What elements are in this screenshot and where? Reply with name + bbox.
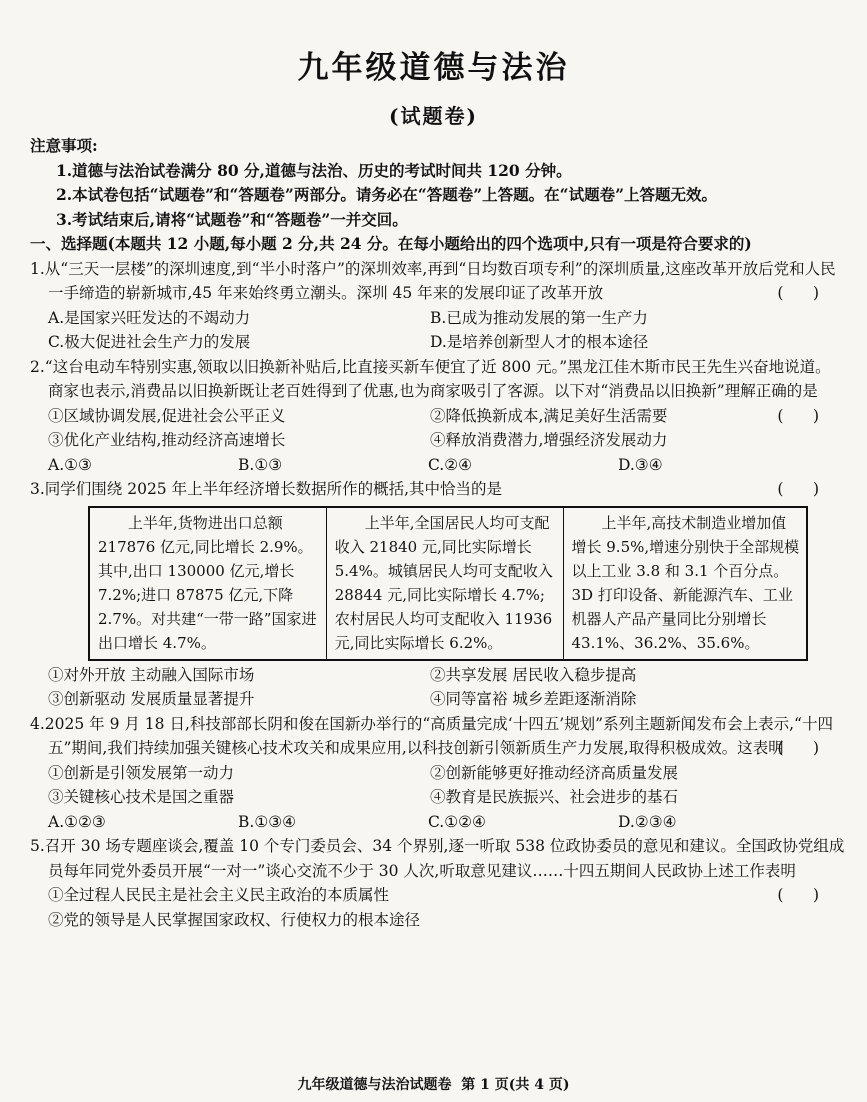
table-cell-hightech: 上半年,高技术制造业增加值增长 9.5%,增速分别快于全部规模以上工业 3.8 和 3.1 个百分点。3D 打印设备、新能源汽车、工业机器人产品产量同比分别增长 43.1%、36.2%、35.6%。: [563, 507, 807, 660]
page-footer: 九年级道德与法治试题卷 第 1 页(共 4 页): [297, 1077, 570, 1093]
question-2-text: 2.“这台电动车特别实惠,领取以旧换新补贴后,比直接买新车便宜了近 800 元。”黑龙江佳木斯市民王先生兴奋地说道。商家也表示,消费品以旧换新既让老百姓得到了优惠,也为商家吸引了客源。以下对“消费品以旧换新”理解正确的是 ( ): [30, 355, 845, 404]
option-a: A.是国家兴旺发达的不竭动力: [48, 308, 251, 327]
choice-b: B.①③④: [238, 812, 297, 831]
choice-a: A.①②③: [48, 812, 106, 831]
choice-c: C.②④: [428, 455, 473, 474]
question-3: [30, 477, 845, 712]
answer-blank: ( ): [777, 886, 819, 904]
page-subtitle: (试题卷): [389, 104, 478, 128]
statement-1: ①全过程人民民主是社会主义民主政治的本质属性: [48, 886, 390, 904]
statement-4: ④同等富裕 城乡差距逐渐消除: [430, 690, 637, 708]
statement-1: ①创新是引领发展第一动力: [48, 763, 235, 782]
answer-blank: ( ): [777, 284, 819, 302]
question-1-options: [30, 306, 845, 355]
table-cell-income: 上半年,全国居民人均可支配收入 21840 元,同比实际增长 5.4%。城镇居民人均可支配收入 28844 元,同比实际增长 4.7%;农村居民人均可支配收入 11936 元,同比实际增长 6.2%。: [326, 507, 563, 660]
statement-4: ④释放消费潜力,增强经济发展动力: [430, 431, 668, 449]
statement-2: ②降低换新成本,满足美好生活需要: [430, 406, 668, 425]
section-heading: 一、选择题(本题共 12 小题,每小题 2 分,共 24 分。在每小题给出的四个选项中,只有一项是符合要求的): [30, 234, 752, 253]
statement-3: ③关键核心技术是国之重器: [48, 788, 235, 806]
notes-item-1: 1.道德与法治试卷满分 80 分,道德与法治、历史的考试时间共 120 分钟。: [56, 160, 572, 180]
statement-1: ①对外开放 主动融入国际市场: [48, 665, 255, 684]
question-2: [30, 355, 845, 478]
notes-item-3: 3.考试结束后,请将“试题卷”和“答题卷”一并交回。: [56, 209, 408, 229]
question-3-statements: [30, 663, 845, 712]
choice-c: C.①②④: [428, 812, 486, 831]
exam-body: [30, 134, 845, 932]
statement-3: ③优化产业结构,推动经济高速增长: [48, 431, 286, 449]
notes-heading: 注意事项:: [30, 136, 98, 155]
statement-4: ④教育是民族振兴、社会进步的基石: [430, 788, 679, 806]
statement-2: ②共享发展 居民收入稳步提高: [430, 665, 637, 684]
option-d: D.是培养创新型人才的根本途径: [430, 333, 649, 351]
option-b: B.已成为推动发展的第一生产力: [430, 308, 648, 327]
question-5-text: 5.召开 30 场专题座谈会,覆盖 10 个专门委员会、34 个界别,逐一听取 538 位政协委员的意见和建议。全国政协党组成员每年同党外委员开展“一对一”谈心交流不少于 30 人次,听取意见建议……十四五期间人民政协上述工作表明 ( ): [30, 834, 845, 883]
answer-blank: ( ): [777, 739, 819, 757]
answer-blank: ( ): [777, 480, 819, 498]
choice-b: B.①③: [238, 455, 283, 474]
question-3-text: 3.同学们围绕 2025 年上半年经济增长数据所作的概括,其中恰当的是 ( ): [30, 477, 845, 502]
choice-d: D.②③④: [618, 812, 677, 831]
statement-1: ①区域协调发展,促进社会公平正义: [48, 406, 286, 425]
statement-2: ②创新能够更好推动经济高质量发展: [430, 763, 679, 782]
question-2-statements: [30, 404, 795, 453]
question-2-choices: [30, 453, 845, 478]
option-c: C.极大促进社会生产力的发展: [48, 333, 251, 351]
statement-3: ③创新驱动 发展质量显著提升: [48, 690, 255, 708]
question-4-text: 4.2025 年 9 月 18 日,科技部部长阴和俊在国新办举行的“高质量完成‘十四五’规划”系列主题新闻发布会上表示,“十四五”期间,我们持续加强关键核心技术攻关和成果应用,以科技创新引领新质生产力发展,取得积极成效。这表明 ( ): [30, 712, 845, 761]
question-1: [30, 257, 845, 355]
statement-2: ②党的领导是人民掌握国家政权、行使权力的根本途径: [48, 910, 421, 929]
question-4-choices: [30, 810, 845, 835]
question-5: [30, 834, 845, 932]
choice-d: D.③④: [618, 455, 663, 474]
question-4: [30, 712, 845, 835]
table-cell-trade: 上半年,货物进出口总额 217876 亿元,同比增长 2.9%。其中,出口 130000 亿元,增长 7.2%;进口 87875 亿元,下降 2.7%。对共建“一带一路”国家进出口增长 4.7%。: [89, 507, 326, 660]
question-1-text: 1.从“三天一层楼”的深圳速度,到“半小时落户”的深圳效率,再到“日均数百项专利”的深圳质量,这座改革开放后党和人民一手缔造的崭新城市,45 年来始终勇立潮头。深圳 45 年来的发展印证了改革开放 ( ): [30, 257, 845, 306]
question-4-statements: [30, 761, 845, 810]
notes-item-2: 2.本试卷包括“试题卷”和“答题卷”两部分。请务必在“答题卷”上答题。在“试题卷”上答题无效。: [56, 185, 718, 204]
answer-blank: ( ): [777, 406, 819, 425]
choice-a: A.①③: [48, 455, 92, 474]
page-title: 九年级道德与法治: [297, 50, 570, 86]
data-table: [88, 506, 808, 661]
